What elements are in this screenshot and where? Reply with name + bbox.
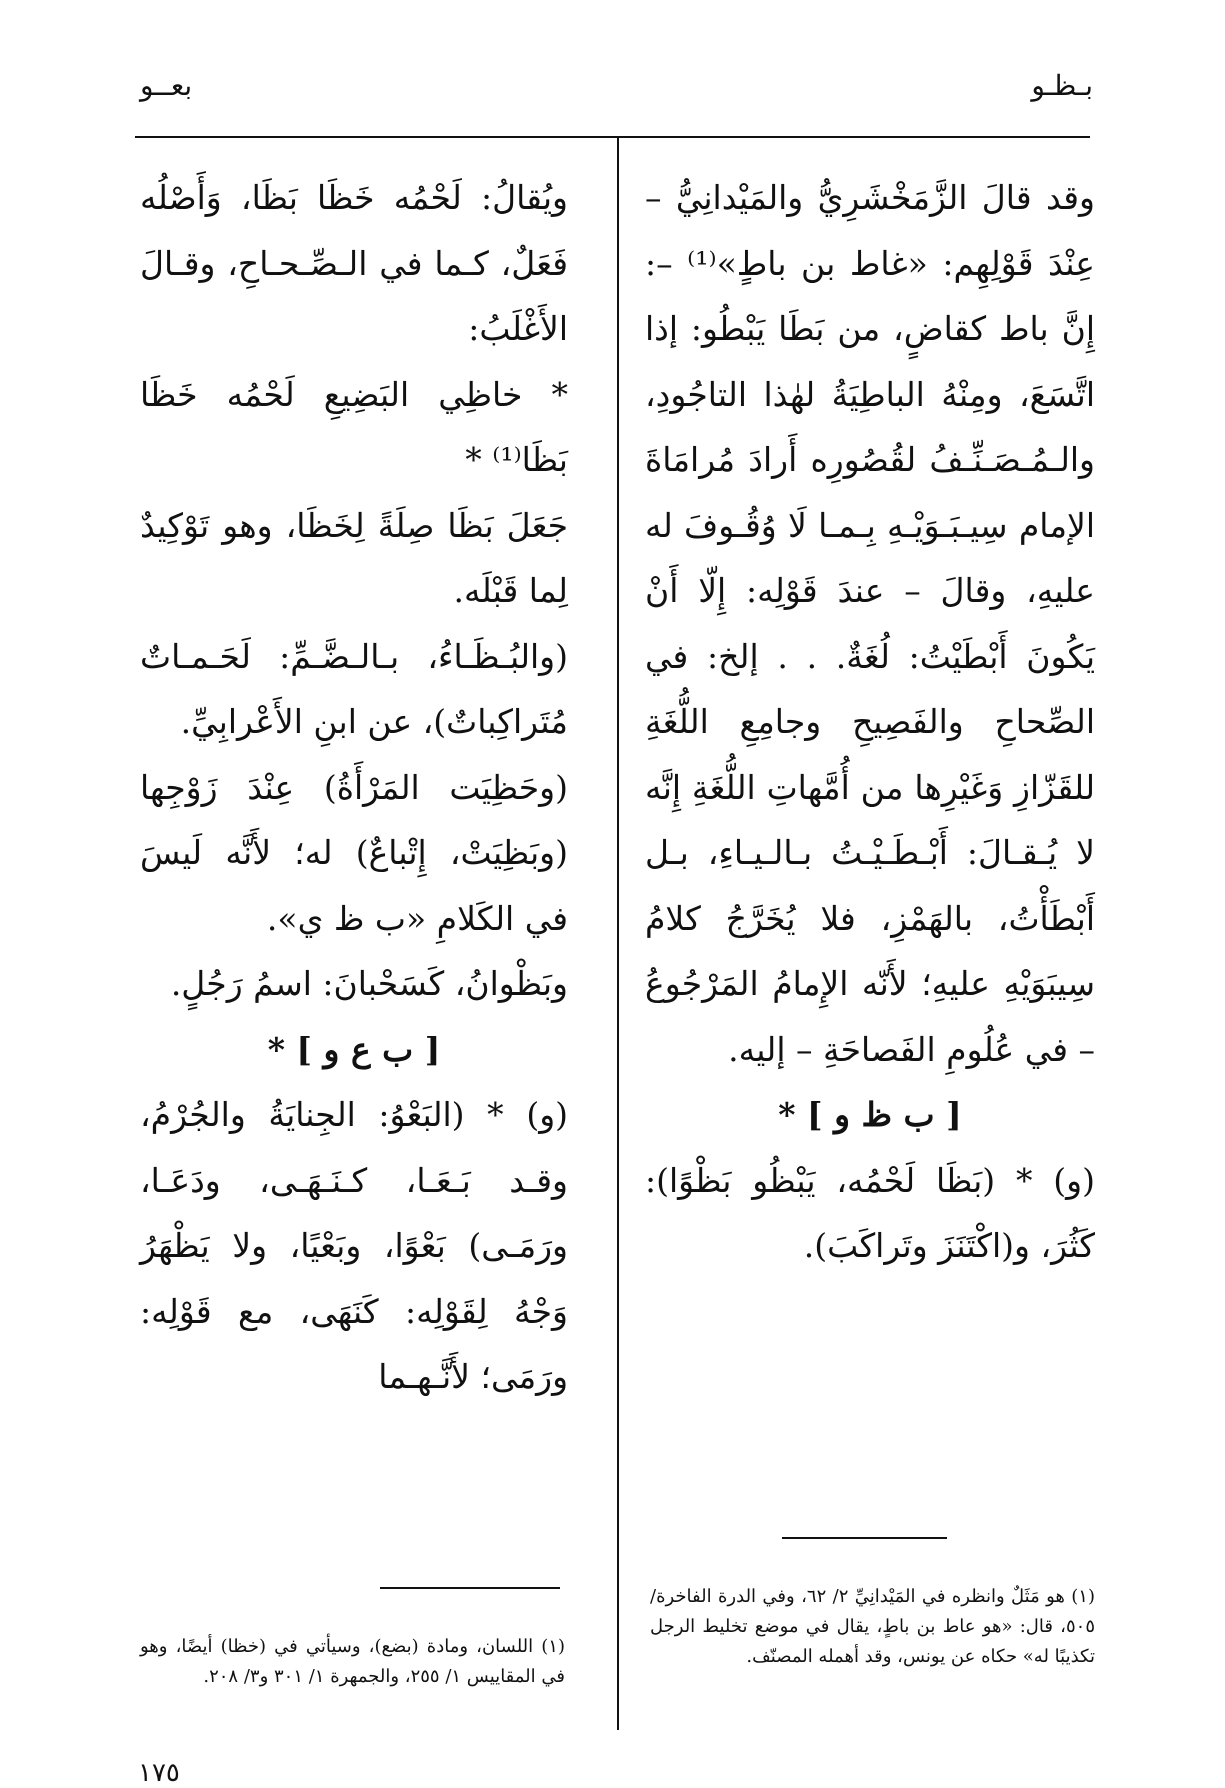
running-header-right: بـظـو (1031, 69, 1093, 102)
left-column (140, 165, 568, 1410)
left-paragraph: (وحَظِيَت المَرْأَةُ) عِنْدَ زَوْجِها (وبَظِيَتْ، إِتْباعٌ) له؛ لأَنَّه لَيسَ في الكَلامِ «ب ظ ي». (140, 767, 568, 938)
page-number: ١٧٥ (138, 1758, 180, 1788)
entry-heading-bzw: [ ب ظ و ] * (778, 1095, 962, 1134)
footnote-right (650, 1582, 1095, 1672)
verse-line: * خاظِي البَضِيعِ لَحْمُه خَظَا بَظَا⁽¹⁾ * (140, 374, 568, 479)
left-paragraph: جَعَلَ بَظَا صِلَةً لِخَظَا، وهو تَوْكِيدٌ لِما قَبْلَه. (140, 505, 568, 610)
right-paragraph: وقد قالَ الزَّمَخْشَرِيُّ والمَيْدانِيُّ – عِنْدَ قَوْلِهِم: «غاط بن باطٍ»⁽¹⁾ –: إِنَّ باط كقاضٍ، من بَطَا يَبْطُو: إذا اتَّسَعَ، ومِنْهُ الباطِيَةُ لهٰذا التاجُودِ، والـمُـصَـنِّـفُ لقُصُورِه أَرادَ مُرامَاةَ الإمام سِيـبَـوَيْـهِ بِـمـا لَا وُقُـوفَ له عليهِ، وقالَ – عندَ قَوْلِه: إِلّا أَنْ يَكُونَ أَبْطَيْتُ: لُغَةٌ. . . إلخ: في الصِّحاحِ والفَصِيحِ وجامِعِ اللُّغَةِ للقَزّازِ وَغَيْرِها من أُمَّهاتِ اللُّغَةِ إِنَّه لا يُـقـالَ: أَبْـطَـيْـتُ بـالـيـاءِ، بـل أَبْطَأْتُ، بالهَمْزِ، فلا يُخَرَّجُ كلامُ سِيبَوَيْهِ عليهِ؛ لأَنّه الإِمامُ المَرْجُوعُ – في عُلُومِ الفَصاحَةِ – إليه. (645, 178, 1095, 1069)
header-rule (135, 136, 1090, 138)
entry-heading-bew: [ ب ع و ] * (267, 1029, 441, 1069)
footnote-text: (١) هو مَثَلٌ وانظره في المَيْدانِيِّ ٢/ ٦٢، وفي الدرة الفاخرة/ ٥٠٥، قال: «هو عاط بن باطٍ، يقال في موضع تخليط الرجل تكذيبًا له» حكاه عن يونس، وقد أهمله المصنّف. (650, 1586, 1095, 1667)
right-column (645, 165, 1095, 1279)
column-divider (617, 137, 619, 1730)
left-paragraph: (والبُـظَـاءُ، بـالـضَّـمِّ: لَحَـمـاتٌ مُتَراكِباتٌ)، عن ابنِ الأَعْرابِيِّ. (140, 636, 568, 741)
running-header-left: بعــو (140, 69, 193, 102)
footnote-left (140, 1632, 565, 1692)
footnote-rule-right (782, 1537, 947, 1539)
left-entry-paragraph: (و) * (البَعْوُ: الجِنايَةُ والجُرْمُ، وقـد بَـعَـا، كـنَـهَـى، ودَعَـا، ورَمَـى) بَعْوًا، وبَعْيًا، ولا يَظْهَرُ وَجْهُ لِقَوْلِه: كَنَهَى، مع قَوْلِه: ورَمَى؛ لأَنَّـهـما (140, 1095, 568, 1396)
left-paragraph: ويُقالُ: لَحْمُه خَظَا بَظَا، وَأَصْلُه فَعَلٌ، كـما في الـصِّـحـاحِ، وقـالَ الأَغْلَبُ: (140, 178, 568, 348)
footnote-rule-left (380, 1587, 560, 1589)
footnote-text: (١) اللسان، ومادة (بضع)، وسيأتي في (خظا) أيضًا، وهو في المقاييس ١/ ٢٥٥، والجمهرة ١/ ٣٠١ و٣/ ٢٠٨. (140, 1636, 565, 1687)
right-entry-paragraph: (و) * (بَظَا لَحْمُه، يَبْظُو بَظْوًا): كَثُرَ، و(اكْتَنَزَ وتَراكَبَ). (645, 1160, 1095, 1265)
left-paragraph: وبَظْوانُ، كَسَحْبانَ: اسمُ رَجُلٍ. (170, 964, 568, 1003)
